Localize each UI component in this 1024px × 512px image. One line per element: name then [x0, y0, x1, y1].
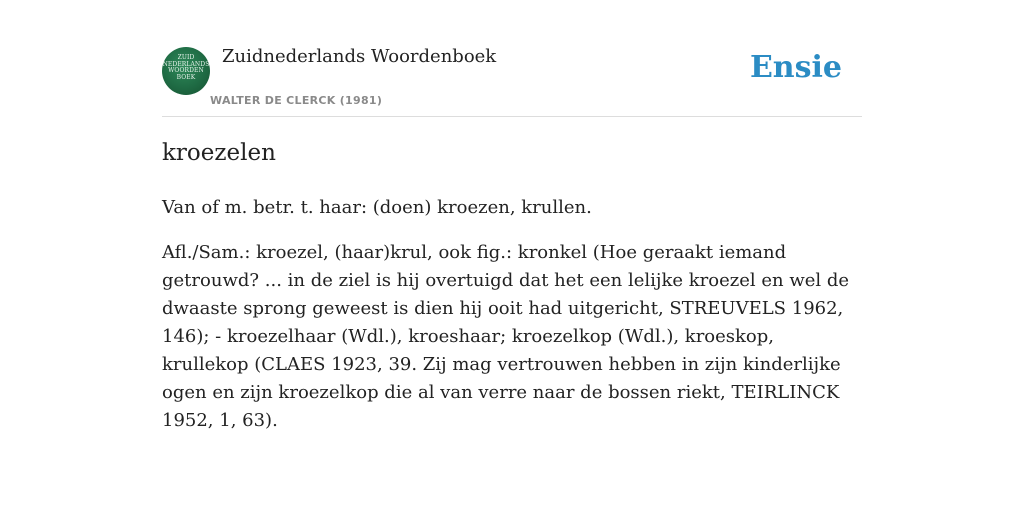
dictionary-author: WALTER DE CLERCK (1981) — [210, 94, 383, 107]
definition-text: Van of m. betr. t. haar: (doen) kroezen, krullen. — [162, 197, 592, 218]
headword: kroezelen — [162, 140, 276, 166]
dictionary-title-link[interactable]: Zuidnederlands Woordenboek — [222, 46, 497, 67]
dictionary-header — [162, 44, 862, 117]
derivations-text: Afl./Sam.: kroezel, (haar)krul, ook fig.: kronkel (Hoe geraakt iemand getrouwd? ... in de ziel is hij overtuigd dat het een lelijke kroezel en wel de dwaaste sprong geweest is dien hij ooit had uitgericht, STREUVELS 1962, 146); - kroezelhaar (Wdl.), kroeshaar; kroezelkop (Wdl.), kroeskop, krullekop (CLAES 1923, 39. Zij mag vertrouwen hebben in zijn kinderlijke ogen en zijn kroezelkop die al van verre naar de bossen riekt, TEIRLINCK 1952, 1, 63). — [162, 242, 850, 431]
logo-line: WOORDEN — [168, 67, 204, 74]
logo-text — [162, 55, 210, 81]
logo-line: ZUID — [177, 54, 195, 61]
ensie-brand-link[interactable]: Ensie — [749, 50, 842, 85]
dictionary-logo[interactable] — [162, 47, 210, 95]
logo-line: BOEK — [176, 73, 196, 81]
logo-line: NEDERLANDS — [162, 60, 210, 68]
